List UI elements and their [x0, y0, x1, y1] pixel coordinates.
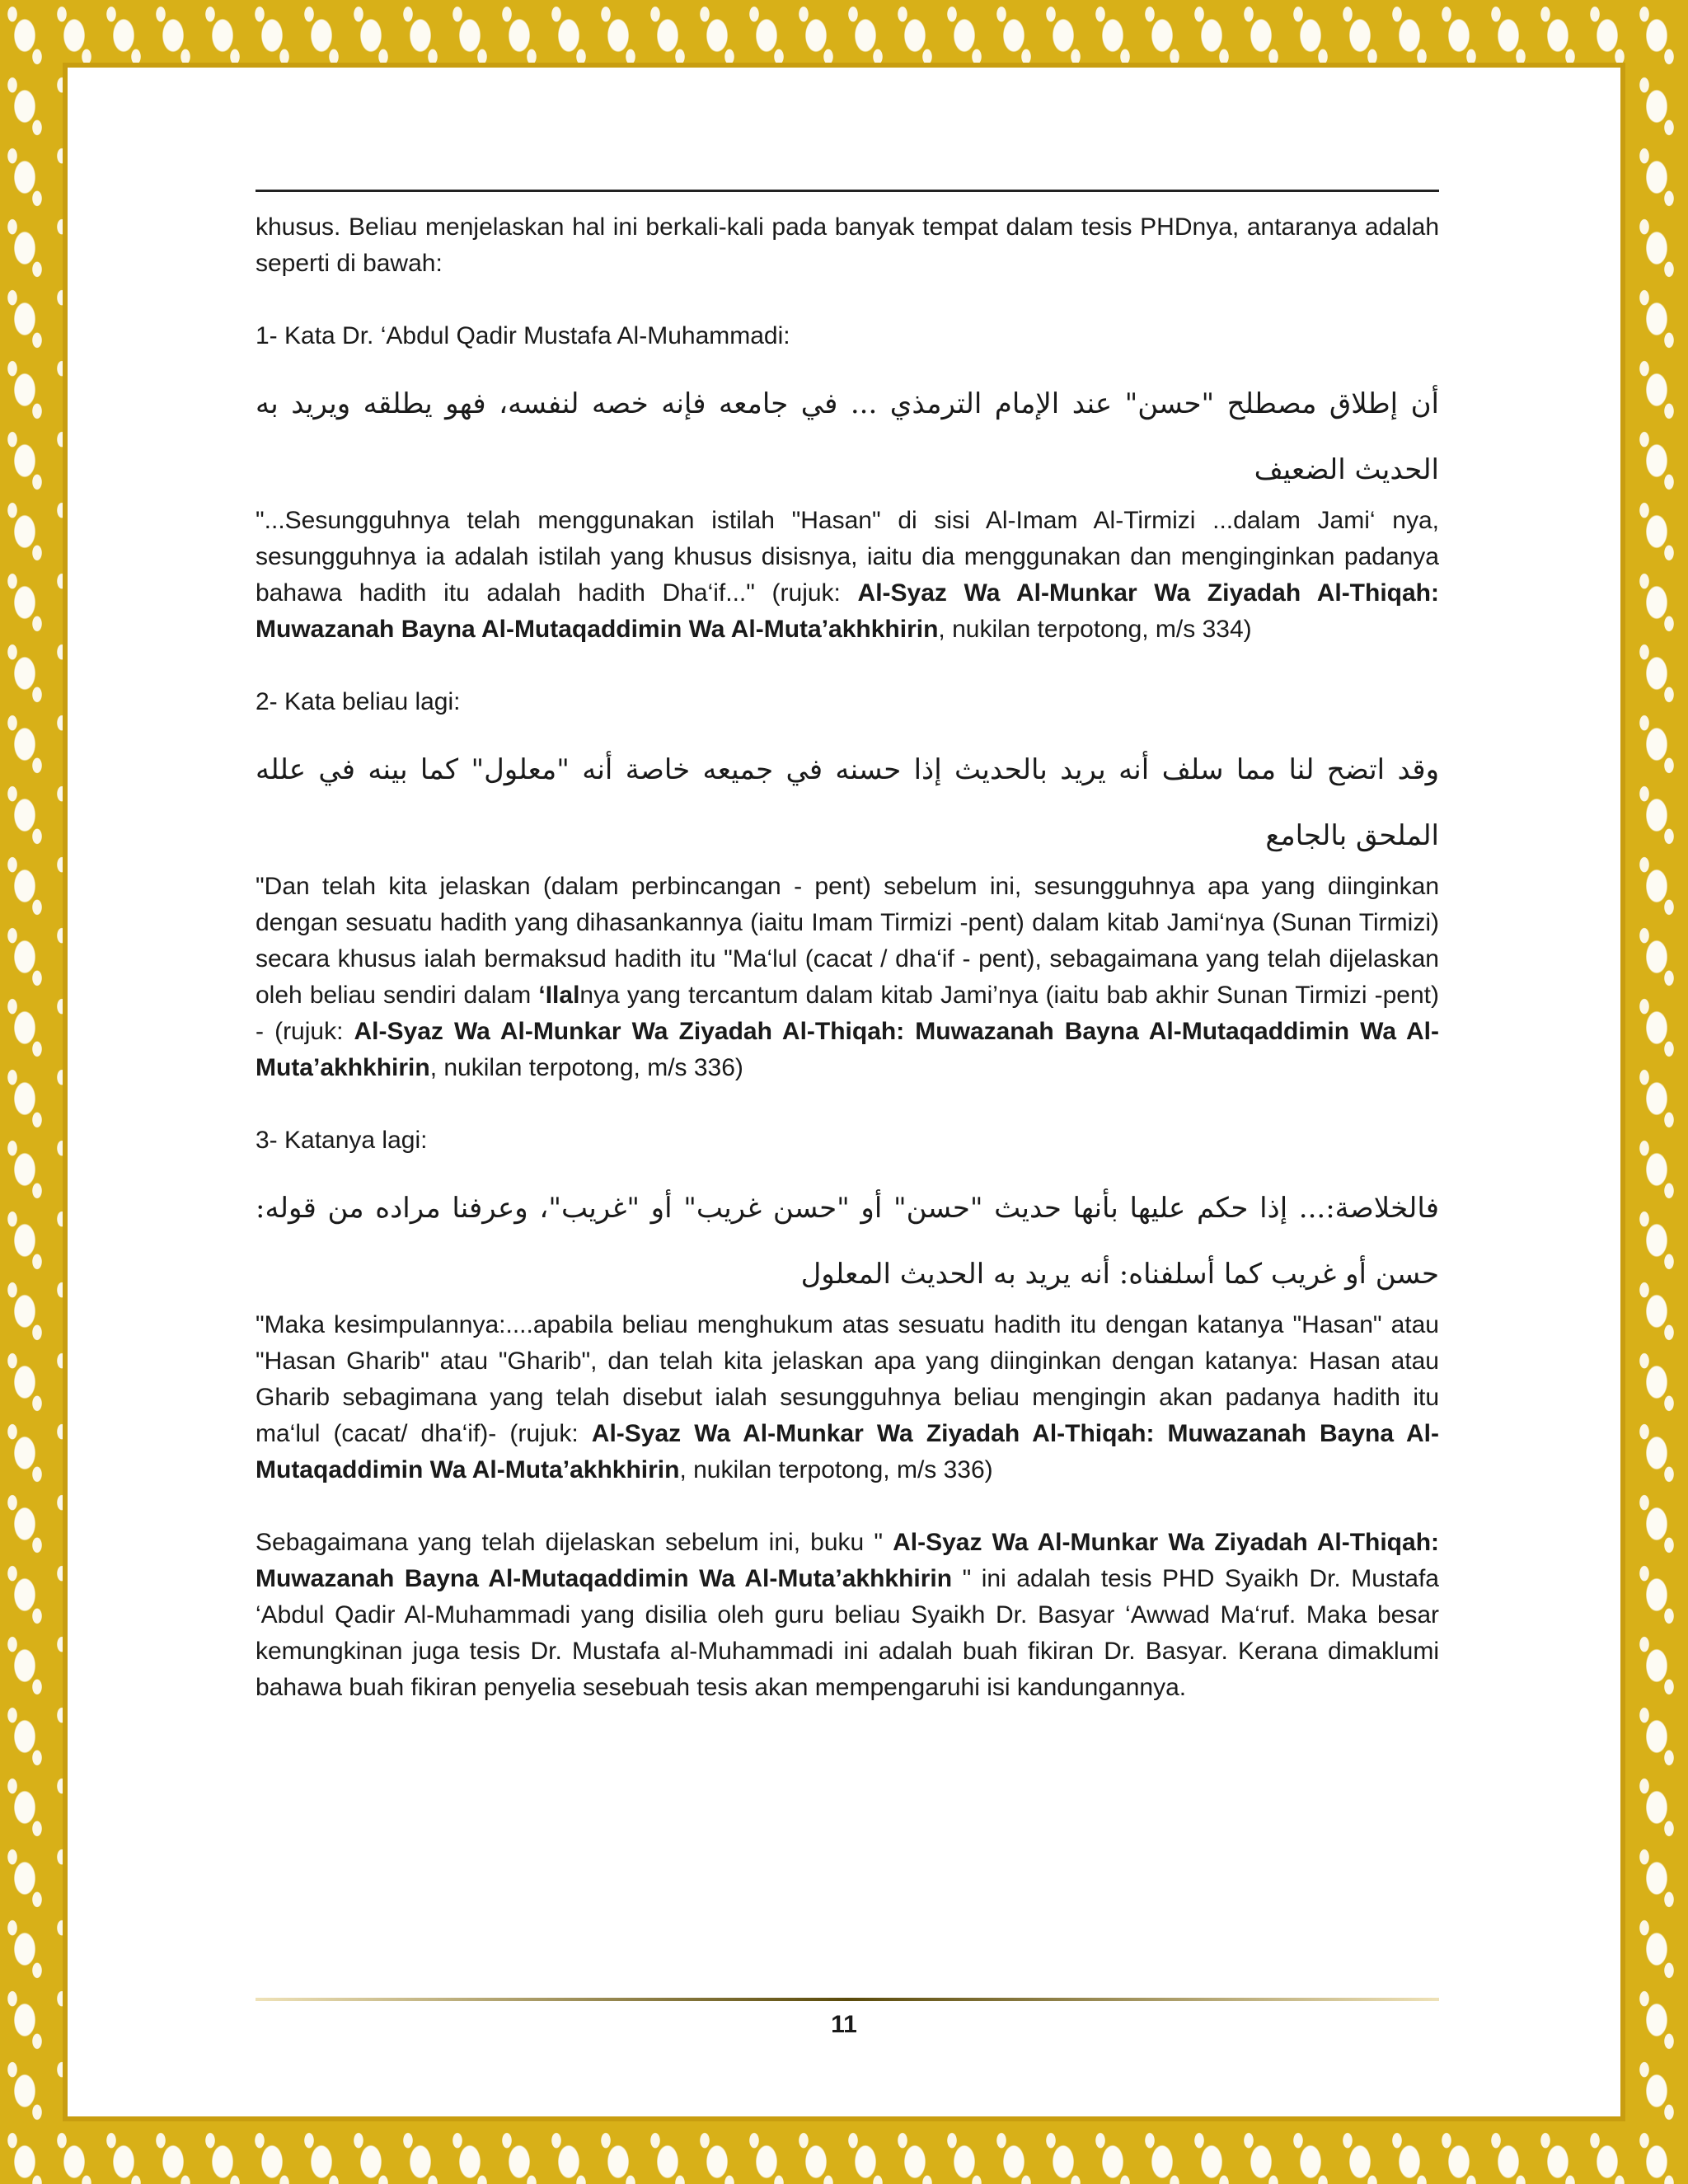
item-1-source: Al-Syaz Wa Al-Munkar Wa Ziyadah Al-Thiqah: Muwazanah Bayna Al-Mutaqaddimin Wa Al-Muta’akhkhirin: [256, 579, 1439, 643]
item-3-arabic-quote: فالخلاصة:... إذا حكم عليها بأنها حديث "حسن" أو "حسن غريب" أو "غريب"، وعرفنا مراده من قوله: حسن أو غريب كما أسلفناه: أنه يريد به الحديث المعلول: [256, 1192, 1439, 1291]
item-2-heading: 2- Kata beliau lagi:: [256, 688, 461, 715]
closing-paragraph: Sebagaimana yang telah dijelaskan sebelum ini, buku " Al-Syaz Wa Al-Munkar Wa Ziyadah Al-Thiqah: Muwazanah Bayna Al-Mutaqaddimin Wa Al-Muta’akhkhirin " ini adalah tesis PHD Syaikh Dr. Mustafa ‘Abdul Qadir Al-Muhammadi yang disilia oleh guru beliau Syaikh Dr. Basyar ‘Awwad Ma‘ruf. Maka besar kemungkinan juga tesis Dr. Mustafa al-Muhammadi ini adalah buah fikiran Dr. Basyar. Kerana dimaklumi bahawa buah fikiran penyelia sesebuah tesis akan mempengaruhi isi kandungannya.: [256, 1529, 1440, 1701]
item-2-bold-term: ‘Ilal: [538, 982, 580, 1009]
intro-paragraph: khusus. Beliau menjelaskan hal ini berkali-kali pada banyak tempat dalam tesis PHDnya, antaranya adalah seperti di bawah:: [256, 213, 1439, 277]
item-3-translation: "Maka kesimpulannya:....apabila beliau menghukum atas sesuatu hadith itu dengan katanya "Hasan" atau "Hasan Gharib" atau "Gharib", dan telah kita jelaskan apa yang diinginkan dengan katanya: Hasan atau Gharib sebagimana yang telah disebut ialah sesungguhnya beliau mengingin akan padanya hadith itu ma‘lul (cacat/ dha‘if)- (rujuk: Al-Syaz Wa Al-Munkar Wa Ziyadah Al-Thiqah: Muwazanah Bayna Al-Mutaqaddimin Wa Al-Muta’akhkhirin, nukilan terpotong, m/s 336): [256, 1311, 1439, 1483]
page-content: [256, 191, 1439, 1706]
footer-rule: [256, 1998, 1439, 2001]
closing-source: Al-Syaz Wa Al-Munkar Wa Ziyadah Al-Thiqah: Muwazanah Bayna Al-Mutaqaddimin Wa Al-Muta’akhkhirin: [256, 1529, 1440, 1592]
item-3-source: Al-Syaz Wa Al-Munkar Wa Ziyadah Al-Thiqah: Muwazanah Bayna Al-Mutaqaddimin Wa Al-Muta’akhkhirin: [256, 1420, 1439, 1483]
item-3-heading: 3- Katanya lagi:: [256, 1127, 428, 1154]
item-1-heading: 1- Kata Dr. ‘Abdul Qadir Mustafa Al-Muhammadi:: [256, 322, 790, 349]
item-1-translation: "...Sesungguhnya telah menggunakan istilah "Hasan" di sisi Al-Imam Al-Tirmizi ...dalam Jami‘ nya, sesungguhnya ia adalah istilah yang khusus disisnya, iaitu dia menggunakan dan menginginkan padanya bahawa hadith itu adalah hadith Dha‘if..." (rujuk: Al-Syaz Wa Al-Munkar Wa Ziyadah Al-Thiqah: Muwazanah Bayna Al-Mutaqaddimin Wa Al-Muta’akhkhirin, nukilan terpotong, m/s 334): [256, 507, 1439, 643]
item-2-source: Al-Syaz Wa Al-Munkar Wa Ziyadah Al-Thiqah: Muwazanah Bayna Al-Mutaqaddimin Wa Al-Muta’akhkhirin: [256, 1018, 1439, 1081]
item-2-translation: "Dan telah kita jelaskan (dalam perbincangan - pent) sebelum ini, sesungguhnya apa yang diinginkan dengan sesuatu hadith yang dihasankannya (iaitu Imam Tirmizi -pent) dalam kitab Jami‘nya (Sunan Tirmizi) secara khusus ialah bermaksud hadith itu "Ma‘lul (cacat / dha‘if - pent), sebagaimana yang telah dijelaskan oleh beliau sendiri dalam ‘Ilalnya yang tercantum dalam kitab Jami’nya (iaitu bab akhir Sunan Tirmizi -pent) - (rujuk: Al-Syaz Wa Al-Munkar Wa Ziyadah Al-Thiqah: Muwazanah Bayna Al-Mutaqaddimin Wa Al-Muta’akhkhirin, nukilan terpotong, m/s 336): [256, 873, 1439, 1081]
page-number: 11: [831, 2011, 857, 2038]
item-1-arabic-quote: أن إطلاق مصطلح "حسن" عند الإمام الترمذي ... في جامعه فإنه خصه لنفسه، فهو يطلقه ويريد به الحديث الضعيف: [256, 387, 1439, 486]
item-2-arabic-quote: وقد اتضح لنا مما سلف أنه يريد بالحديث إذا حسنه في جميعه خاصة أنه "معلول" كما بينه في علله الملحق بالجامع: [256, 753, 1439, 852]
